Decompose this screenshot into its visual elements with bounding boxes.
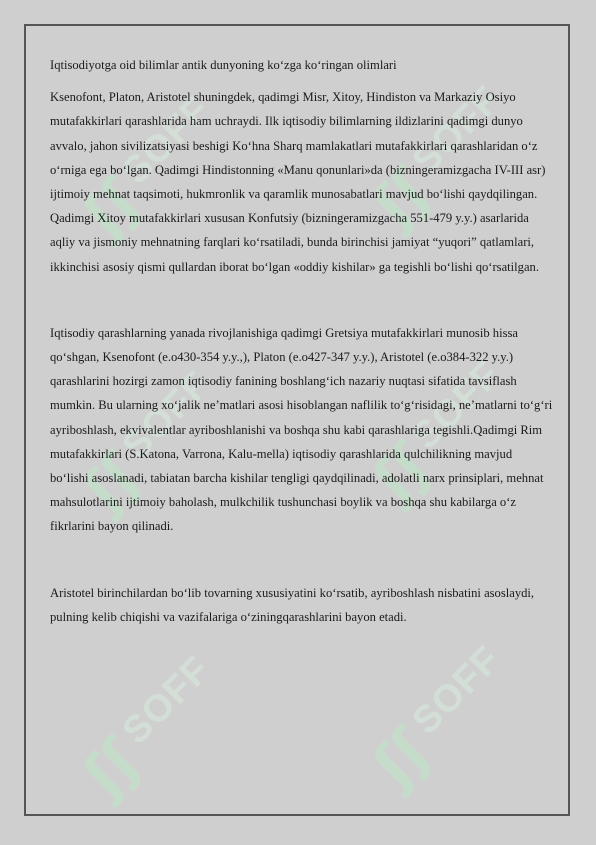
watermark-text: SOFF xyxy=(404,78,509,183)
paragraph-spacer xyxy=(50,279,553,321)
watermark-text: SOFF xyxy=(114,88,219,193)
watermark-logo-icon: ʃʃ xyxy=(70,166,153,249)
watermark-logo-icon: ʃʃ xyxy=(360,431,443,514)
watermark-logo-icon: ʃʃ xyxy=(360,716,443,799)
paragraph-spacer xyxy=(50,539,553,581)
watermark-text: SOFF xyxy=(114,363,219,468)
document-title: Iqtisodiyotga oid bilimlar antik dunyoning ko‘zga ko‘ringan olimlari xyxy=(50,58,397,72)
watermark-logo-icon: ʃʃ xyxy=(360,156,443,239)
document-body xyxy=(50,53,553,629)
watermark-logo-icon: ʃʃ xyxy=(70,726,153,809)
watermark-logo-icon: ʃʃ xyxy=(70,441,153,524)
watermark-text: SOFF xyxy=(404,353,509,458)
watermark-text: SOFF xyxy=(404,638,509,743)
watermark-text: SOFF xyxy=(114,648,219,753)
paragraph-2: Iqtisodiy qarashlarning yanada rivojlanishiga qadimgi Gretsiya mutafakkirlari munosib hissa qo‘shgan, Ksenofont (e.o430-354 y.y.,), Platon (e.o427-347 y.y.), Aristotel (e.o384-322 y.y.) qarashlarini hozirgi zamon iqtisodiy fanining boshlang‘ich nazariy nuqtasi sifatida tavsiflash mumkin. Bu ularning xo‘jalik ne’matlari asosi hisoblangan naflilik to‘g‘risidagi, ne’matlarni to‘g‘ri ayriboshlash, ekvivalentlar ayriboshlanishi va boshqa shu kabi qarashlariga tegishli.Qadimgi Rim mutafakkirlari (S.Katona, Varrona, Kalu-mella) iqtisodiy qarashlarida qulchilikning mavjud bo‘lishi asoslanadi, tabiatan barcha kishilar tengligi qaydqilinadi, adolatli narx prinsiplari, mehnat mahsulotlarini ijtimoiy baholash, mulkchilik tushunchasi boylik va boshqa shu kabilarga o‘z fikrlarini bayon qilinadi. xyxy=(50,325,553,534)
paragraph-3: Aristotel birinchilardan bo‘lib tovarning xususiyatini ko‘rsatib, ayriboshlash nisbatini asoslaydi, pulning kelib chiqishi va vazifalariga o‘ziningqarashlarini bayon etadi. xyxy=(50,585,535,624)
paragraph-1: Ksenofont, Platon, Aristotel shuningdek, qadimgi Misr, Xitoy, Hindiston va Markaziy Osiyo mutafakkirlari qarashlarida ham uchraydi. Ilk iqtisodiy bilimlarning ildizlarini qadimgi dunyo avvalo, jahon sivilizatsiyasi beshigi Ko‘hna Sharq mamlakatlari mutafakkirlari qarashlaridan o‘z o‘rniga ega bo‘lgan. Qadimgi Hindistonning «Manu qonunlari»da (bizningeramizgacha IV-III asr) ijtimoiy mehnat taqsimoti, hukmronlik va qaramlik munosabatlari mavjud bo‘lishi qaydqilingan. Qadimgi Xitoy mutafakkirlari xususan Konfutsiy (bizningeramizgacha 551-479 y.y.) asarlarida aqliy va jismoniy mehnatning farqlari ko‘rsatiladi, bunda birinchisi jamiyat “yuqori” qatlamlari, ikkinchisi asosiy qismi qullardan iborat bo‘lgan «oddiy kishilar» ga tegishli bo‘lishi qo‘rsatilgan. xyxy=(50,90,546,274)
